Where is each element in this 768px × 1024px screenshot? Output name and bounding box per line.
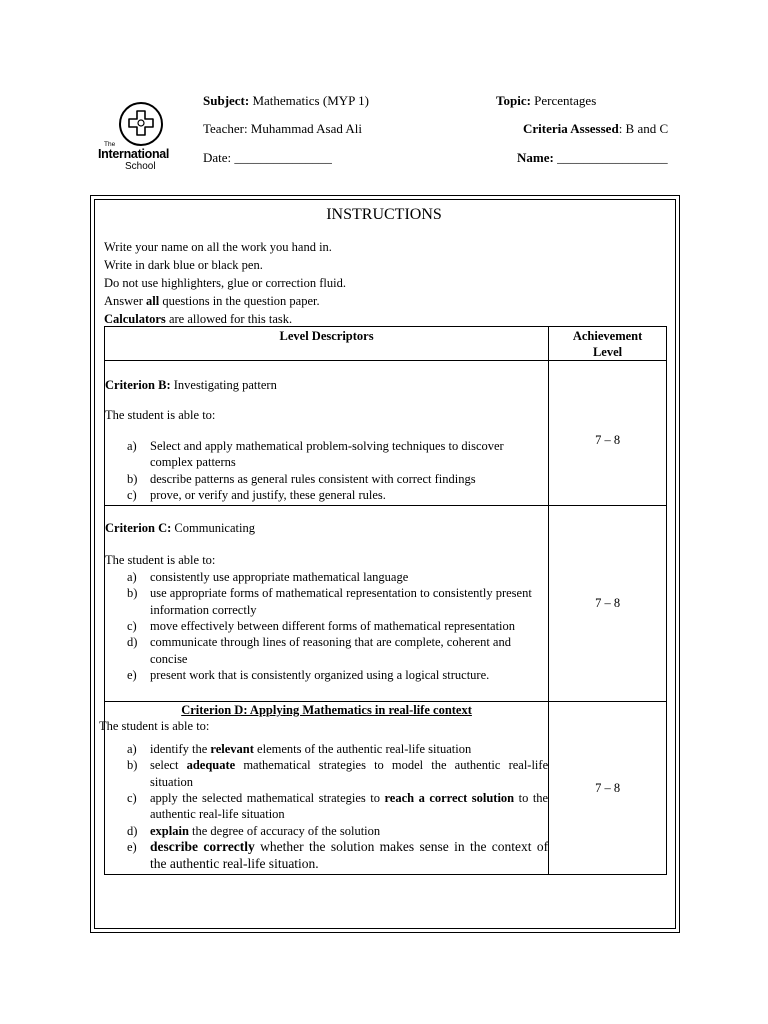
criterion-c-level: 7 – 8 xyxy=(549,506,667,702)
list-text: apply the selected mathematical strategies to xyxy=(150,791,385,806)
name-field[interactable] xyxy=(517,150,668,166)
date-field[interactable]: Date: _______________ xyxy=(203,150,332,165)
list-label: a) xyxy=(127,438,137,453)
criteria-label: Criteria Assessed xyxy=(523,121,619,136)
list-text: mathematical strategies to model the authentic real-life situation xyxy=(150,758,549,789)
list-text: select xyxy=(150,758,187,773)
instructions-title-text: INSTRUCTIONS xyxy=(326,206,442,223)
school-logo xyxy=(98,100,188,176)
instruction-line xyxy=(104,292,346,310)
list-label: d) xyxy=(127,823,138,838)
list-label: c) xyxy=(127,488,137,503)
list-text: communicate through lines of reasoning that are complete, coherent and concise xyxy=(150,635,511,666)
criteria-line xyxy=(523,121,668,137)
subject-value: Mathematics (MYP 1) xyxy=(252,93,369,108)
criterion-d-intro: The student is able to: xyxy=(99,719,210,734)
list-text: to the authentic real-life situation xyxy=(150,791,549,822)
list-item xyxy=(105,569,548,585)
list-text: move effectively between different forms of mathematical representation xyxy=(150,619,516,634)
subject-label: Subject: xyxy=(203,93,250,108)
logo-the-text: The xyxy=(104,141,116,148)
list-label: a) xyxy=(127,741,137,756)
list-text: consistently use appropriate mathematical language xyxy=(150,569,409,584)
list-text: elements of the authentic real-life situation xyxy=(253,741,472,756)
list-bold: explain xyxy=(150,823,189,838)
list-item xyxy=(105,741,548,757)
col-achievement-text: Achievement xyxy=(572,329,643,343)
topic-label: Topic: xyxy=(496,93,531,108)
col-achievement-level xyxy=(549,327,667,361)
list-item xyxy=(105,790,548,823)
list-label: c) xyxy=(127,791,137,806)
criterion-d-title: Criterion D: Applying Mathematics in real-life context xyxy=(181,703,472,717)
instructions-list xyxy=(104,238,346,328)
criteria-table xyxy=(99,326,667,875)
criterion-c-cell xyxy=(105,506,549,702)
instruction-bold: Calculators xyxy=(104,312,166,326)
col-level-descriptors: Level Descriptors xyxy=(105,327,549,361)
instruction-text: are allowed for this task. xyxy=(165,312,293,326)
instructions-title xyxy=(0,206,768,224)
list-label: b) xyxy=(127,471,138,486)
table-row xyxy=(105,702,667,875)
teacher-line: Teacher: Muhammad Asad Ali xyxy=(203,121,363,136)
list-item xyxy=(105,823,548,839)
list-item xyxy=(105,839,548,872)
topic-line xyxy=(496,93,596,109)
criterion-d-level: 7 – 8 xyxy=(549,702,667,875)
table-header-row xyxy=(105,327,667,361)
list-bold: describe correctly xyxy=(150,839,255,855)
instruction-text: questions in the question paper. xyxy=(159,294,320,308)
criterion-d-cell xyxy=(99,702,549,875)
list-item xyxy=(105,667,548,683)
logo-school-text: School xyxy=(125,161,156,172)
criterion-b-title xyxy=(105,377,548,393)
list-item xyxy=(105,757,548,790)
list-bold: adequate xyxy=(186,758,236,773)
criterion-d-list xyxy=(105,741,548,872)
list-item xyxy=(105,471,548,487)
list-text: the degree of accuracy of the solution xyxy=(188,823,381,838)
instruction-bold: all xyxy=(146,294,160,308)
criterion-b-intro: The student is able to: xyxy=(105,408,216,423)
list-text: identify the xyxy=(150,741,211,756)
instruction-line: Write your name on all the work you hand in. xyxy=(104,240,332,254)
list-label: e) xyxy=(127,668,137,683)
name-label: Name: xyxy=(517,150,554,165)
logo-cross-icon xyxy=(128,110,154,136)
list-label: c) xyxy=(127,619,137,634)
list-text: describe patterns as general rules consistent with correct findings xyxy=(150,471,476,486)
criterion-c-intro: The student is able to: xyxy=(105,553,216,568)
list-bold: relevant xyxy=(210,741,254,756)
list-label: a) xyxy=(127,569,137,584)
list-item xyxy=(105,585,548,618)
criterion-c-label: Criterion C: xyxy=(105,521,172,535)
name-blank: _________________ xyxy=(553,150,668,165)
criterion-b-cell xyxy=(105,361,549,506)
instruction-line: Write in dark blue or black pen. xyxy=(104,258,263,272)
list-text: prove, or verify and justify, these general rules. xyxy=(150,488,386,503)
topic-value: Percentages xyxy=(534,93,597,108)
criteria-value: : B and C xyxy=(618,121,669,136)
logo-name-text: International xyxy=(98,147,170,161)
list-bold: reach a correct solution xyxy=(384,791,515,806)
instruction-line: Do not use highlighters, glue or correction fluid. xyxy=(104,276,346,290)
list-text: present work that is consistently organized using a logical structure. xyxy=(150,668,490,683)
criterion-b-list xyxy=(105,438,548,504)
criterion-b-level: 7 – 8 xyxy=(549,361,667,506)
criterion-b-label: Criterion B: xyxy=(105,378,171,392)
list-text: whether the solution makes sense in the context of the authentic real-life situation. xyxy=(150,839,549,871)
criterion-c-title xyxy=(105,520,548,536)
table-row xyxy=(105,506,667,702)
list-item xyxy=(105,438,548,471)
list-item xyxy=(105,634,548,667)
table-row xyxy=(105,361,667,506)
criterion-b-name: Investigating pattern xyxy=(170,378,277,392)
subject-line xyxy=(203,93,369,109)
list-label: b) xyxy=(127,758,138,773)
list-label: d) xyxy=(127,635,138,650)
col-level-text: Level xyxy=(592,345,623,359)
instruction-text: Answer xyxy=(104,294,147,308)
list-label: e) xyxy=(127,840,137,855)
criterion-c-name: Communicating xyxy=(171,521,255,535)
list-label: b) xyxy=(127,586,138,601)
list-item xyxy=(105,618,548,634)
criterion-c-list xyxy=(105,569,548,684)
list-text: Select and apply mathematical problem-solving techniques to discover complex patterns xyxy=(150,438,504,470)
list-text: use appropriate forms of mathematical representation to consistently present information correctly xyxy=(150,586,532,617)
list-item xyxy=(105,487,548,503)
